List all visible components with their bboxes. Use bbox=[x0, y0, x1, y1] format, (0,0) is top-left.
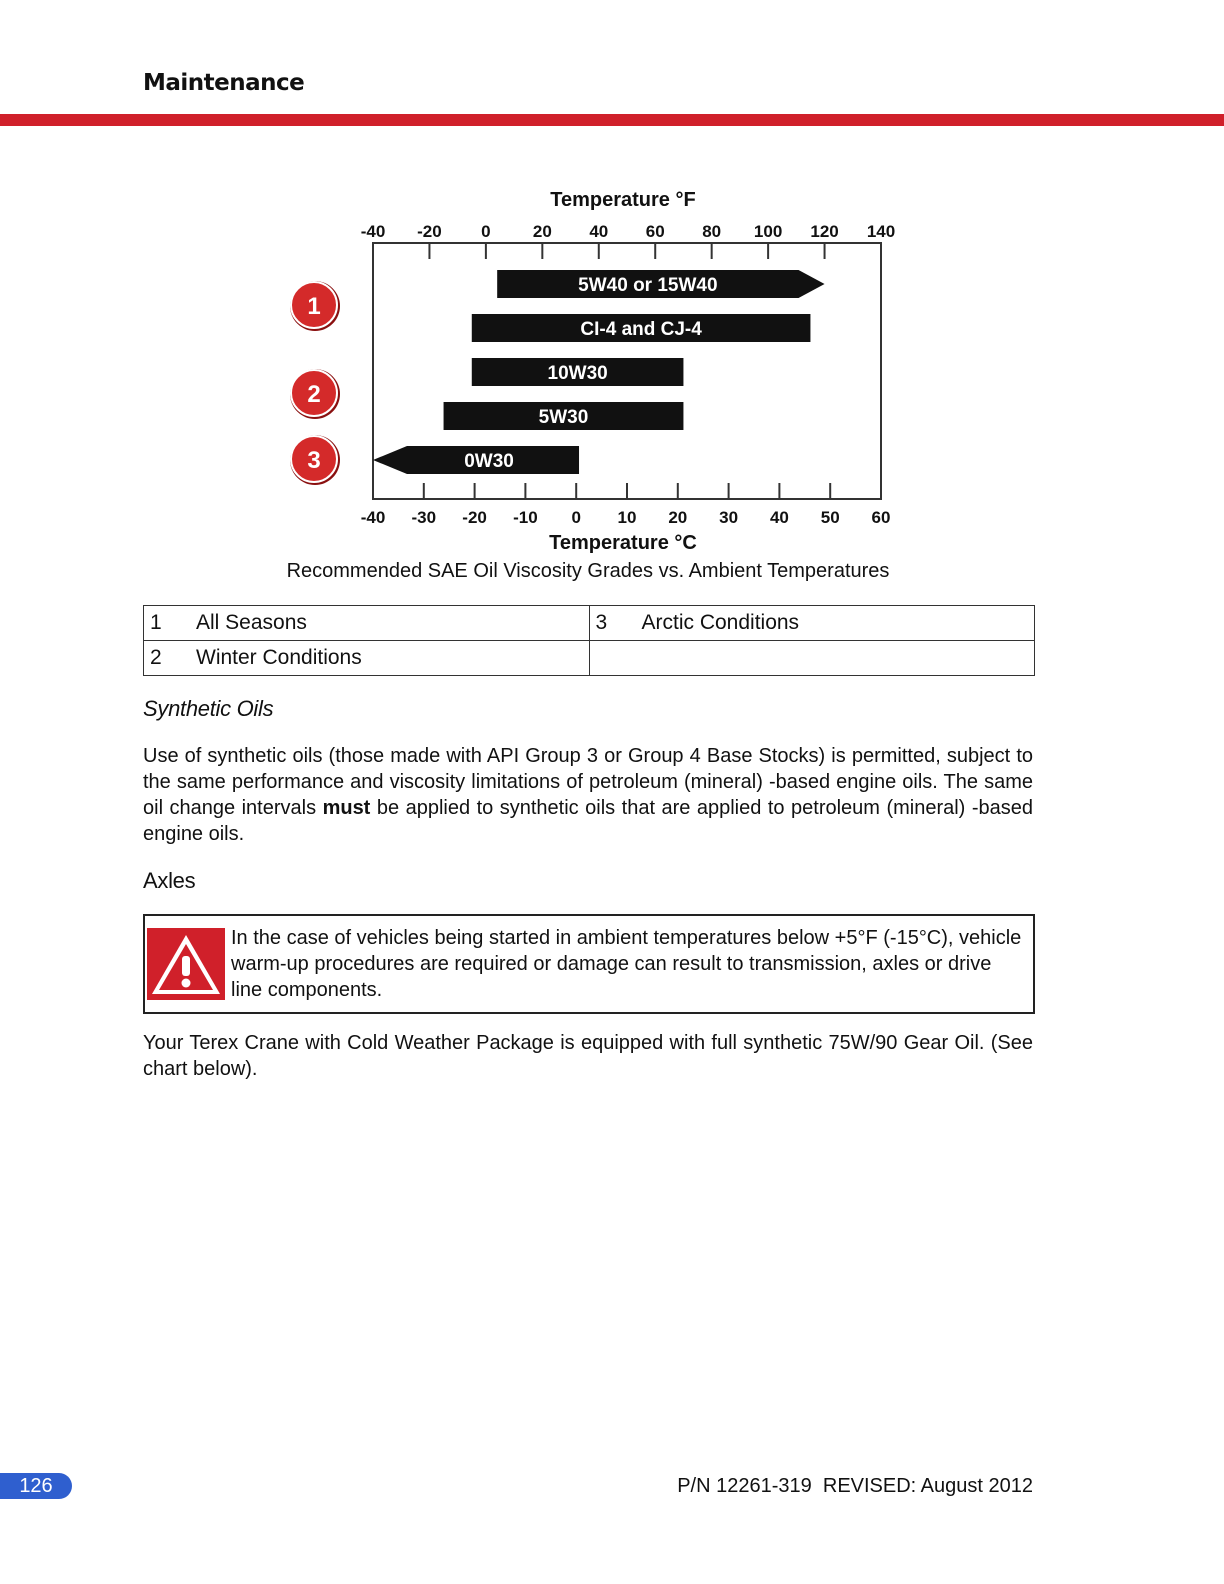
synthetic-oils-paragraph bbox=[143, 743, 1033, 847]
legend-cell bbox=[144, 641, 590, 676]
celsius-tick-label: 40 bbox=[769, 508, 789, 527]
fahrenheit-tick-label: 0 bbox=[481, 222, 491, 241]
legend-number: 3 bbox=[595, 611, 608, 634]
viscosity-bar-label: 5W40 or 15W40 bbox=[578, 275, 718, 296]
paragraph-text: Use of synthetic oils (those made with API Group 3 or Group 4 Base Stocks) is permitted, subject to the same performance and viscosity limitations of petroleum (mineral) -based engine oils. The same oil change intervals bbox=[143, 745, 1033, 819]
viscosity-bar-label: 10W30 bbox=[547, 363, 608, 384]
warning-icon bbox=[147, 928, 225, 1000]
fahrenheit-tick-label: 100 bbox=[753, 222, 783, 241]
fahrenheit-tick-label: 40 bbox=[589, 222, 609, 241]
table-row bbox=[144, 641, 1035, 676]
legend-table bbox=[143, 605, 1035, 676]
fahrenheit-tick-label: 120 bbox=[810, 222, 839, 241]
celsius-tick-label: 20 bbox=[668, 508, 688, 527]
legend-number: 1 bbox=[150, 611, 162, 634]
viscosity-bar-label: 5W30 bbox=[538, 407, 589, 428]
page-number: 126 bbox=[0, 1473, 72, 1499]
legend-text: Winter Conditions bbox=[196, 646, 362, 669]
viscosity-bar-label: 0W30 bbox=[464, 451, 514, 472]
paragraph-text: be applied to synthetic oils that are applied to petroleum (mineral) -based engine oils. bbox=[143, 797, 1033, 845]
celsius-tick-label: 0 bbox=[571, 508, 581, 527]
warning-text: In the case of vehicles being started in ambient temperatures below +5°F (-15°C), vehicle warm-up procedures are required or damage can result to transmission, axles or drive line components. bbox=[231, 927, 1022, 1001]
legend-cell bbox=[144, 606, 590, 641]
chart-caption: Recommended SAE Oil Viscosity Grades vs. Ambient Temperatures bbox=[286, 560, 890, 582]
fahrenheit-tick-label: 140 bbox=[866, 222, 896, 241]
axles-heading: Axles bbox=[143, 868, 196, 893]
celsius-tick-label: -10 bbox=[513, 508, 538, 527]
synthetic-oils-heading: Synthetic Oils bbox=[143, 696, 274, 721]
group-badge-label: 1 bbox=[307, 293, 321, 320]
celsius-tick-label: 60 bbox=[871, 508, 891, 527]
legend-text: Arctic Conditions bbox=[641, 611, 800, 634]
axles-paragraph: Your Terex Crane with Cold Weather Package is equipped with full synthetic 75W/90 Gear Oil. (See chart below). bbox=[143, 1032, 1033, 1080]
viscosity-bar-label: CI-4 and CJ-4 bbox=[580, 319, 702, 340]
legend-cell bbox=[589, 606, 1035, 641]
legend-number: 2 bbox=[150, 646, 162, 669]
header-rule bbox=[0, 114, 1224, 126]
viscosity-chart bbox=[270, 180, 930, 560]
legend-cell bbox=[589, 641, 1035, 676]
fahrenheit-tick-label: 60 bbox=[645, 222, 665, 241]
celsius-tick-label: 30 bbox=[719, 508, 739, 527]
celsius-tick-label: -20 bbox=[462, 508, 487, 527]
part-number-info: P/N 12261-319 REVISED: August 2012 bbox=[677, 1475, 1033, 1497]
fahrenheit-tick-label: -20 bbox=[417, 222, 442, 241]
section-title: Maintenance bbox=[143, 70, 305, 96]
celsius-tick-label: -40 bbox=[360, 508, 386, 527]
fahrenheit-tick-label: 80 bbox=[702, 222, 722, 241]
warning-box bbox=[143, 914, 1035, 1014]
fahrenheit-tick-label: -40 bbox=[360, 222, 386, 241]
table-row bbox=[144, 606, 1035, 641]
celsius-tick-label: -30 bbox=[411, 508, 437, 527]
celsius-tick-label: 50 bbox=[820, 508, 840, 527]
emphasis-must: must bbox=[322, 797, 371, 819]
group-badge-label: 2 bbox=[307, 381, 321, 408]
celsius-tick-label: 10 bbox=[617, 508, 637, 527]
bottom-axis-label: Temperature °C bbox=[549, 532, 697, 554]
legend-text: All Seasons bbox=[196, 611, 307, 634]
top-axis-label: Temperature °F bbox=[550, 189, 696, 211]
group-badge-label: 3 bbox=[307, 447, 321, 474]
fahrenheit-tick-label: 20 bbox=[532, 222, 552, 241]
